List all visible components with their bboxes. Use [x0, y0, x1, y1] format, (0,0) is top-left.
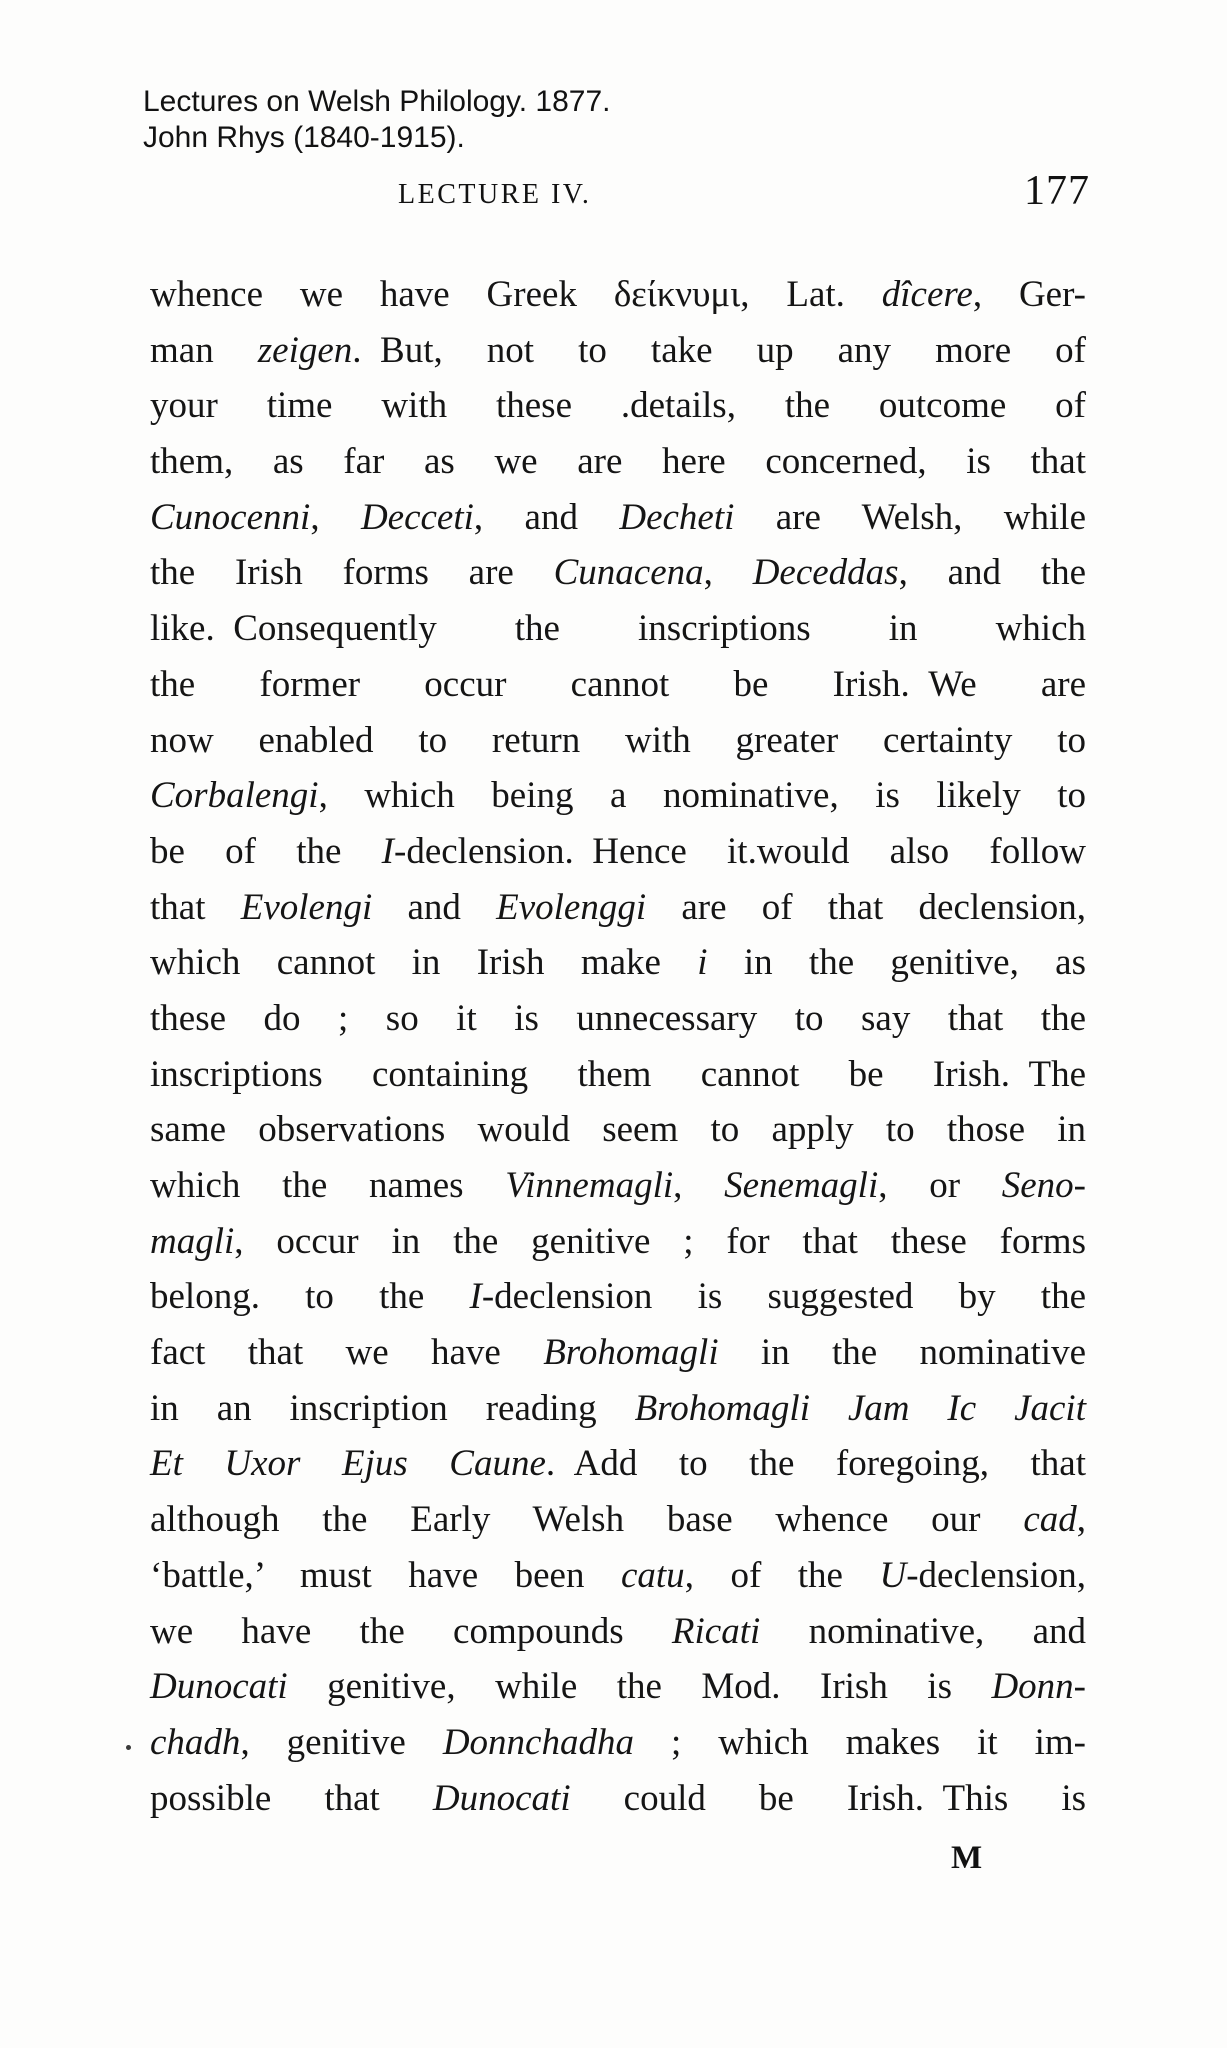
text-run-italic: catu [620, 1554, 685, 1596]
text-run-italic: Donn- [991, 1666, 1086, 1708]
text-run: belong. to the [150, 1276, 470, 1318]
text-run: in the genitive, as [707, 942, 1086, 984]
text-run-italic: Dunocati [150, 1666, 288, 1708]
text-run: , occur in the genitive ; for that these forms [234, 1220, 1086, 1262]
text-line [150, 880, 1086, 936]
text-run-italic: i [697, 942, 708, 984]
text-run: your time with these .details, the outcome of [150, 385, 1086, 427]
text-run: like. Consequently the inscriptions in which [150, 608, 1086, 650]
text-line [150, 1102, 1086, 1158]
text-run: genitive, while the Mod. Irish is [287, 1666, 992, 1708]
text-run-italic: Decceti [360, 496, 474, 538]
text-line [150, 1659, 1086, 1715]
text-run: , [703, 552, 753, 594]
text-run-italic: Deceddas [752, 552, 899, 594]
text-run: now enabled to return with greater certainty to [150, 719, 1086, 761]
text-line [150, 545, 1086, 601]
text-line [150, 1715, 1086, 1771]
text-run: are Welsh, while [734, 496, 1087, 538]
text-run-italic: Evolengi [240, 886, 373, 928]
text-line [150, 1214, 1086, 1270]
text-line [150, 490, 1086, 546]
text-run-italic: Vinnemagli [505, 1165, 674, 1206]
text-run: , and [473, 496, 620, 538]
text-run-italic: U [879, 1554, 907, 1596]
text-run: -declension, [906, 1554, 1086, 1596]
text-line [150, 1604, 1086, 1660]
text-run: could be Irish. This is [570, 1777, 1086, 1819]
text-run: -declension is suggested by the [481, 1276, 1086, 1318]
text-run: , of the [684, 1554, 880, 1596]
text-run: man [150, 329, 258, 371]
text-run-italic: Ricati [671, 1610, 761, 1652]
text-run-italic: Cunacena [553, 552, 704, 594]
text-run: , or [878, 1165, 1002, 1206]
text-line [150, 378, 1086, 434]
text-line [150, 657, 1086, 713]
text-run: -declension. Hence it.would also follow [394, 830, 1087, 872]
text-run-italic: magli [150, 1220, 235, 1262]
text-run-italic: Decheti [619, 496, 735, 538]
text-line [150, 1325, 1086, 1381]
text-run: , genitive [240, 1721, 443, 1763]
text-run: be of the [150, 830, 382, 872]
scan-metadata-note [143, 84, 611, 156]
text-run: , [310, 496, 361, 538]
text-run-italic: Corbalengi [150, 775, 319, 817]
text-run: nominative, and [760, 1610, 1086, 1652]
text-line [150, 1436, 1086, 1492]
body-text [150, 267, 1086, 1826]
text-run: . Add to the foregoing, that [545, 1443, 1086, 1485]
text-run: which cannot in Irish make [150, 942, 698, 984]
text-run: , [1076, 1499, 1086, 1541]
text-line [150, 1548, 1086, 1604]
text-run: that [150, 886, 241, 928]
text-line [150, 1381, 1086, 1437]
text-run-italic: I [469, 1276, 482, 1318]
text-line [150, 1492, 1086, 1548]
text-run: them, as far as we are here concerned, is that [150, 441, 1086, 483]
text-run: ‘battle,’ must have been [150, 1554, 621, 1596]
text-line [150, 1269, 1086, 1325]
signature-mark: M [951, 1840, 983, 1876]
text-run-italic: Donnchadha [442, 1721, 634, 1763]
text-run: in an inscription reading [150, 1387, 635, 1429]
text-line [150, 713, 1086, 769]
text-run: inscriptions containing them cannot be Irish. The [150, 1053, 1086, 1095]
text-run-italic: I [381, 830, 394, 872]
text-line [150, 935, 1086, 991]
text-run-italic: Brohomagli Jam Ic Jacit [634, 1387, 1086, 1429]
text-run: in the nominative [718, 1332, 1086, 1374]
scan-speck [126, 1745, 131, 1750]
text-run: , and the [898, 552, 1087, 594]
text-run: . But, not to take up any more of [352, 329, 1086, 371]
text-run-greek: δείκνυμι [613, 274, 741, 315]
text-run-italic: Dunocati [432, 1777, 571, 1819]
text-run: the former occur cannot be Irish. We are [150, 663, 1086, 705]
text-line [150, 991, 1086, 1047]
text-run: , Lat. [740, 274, 882, 315]
text-line [150, 434, 1086, 490]
text-run: these do ; so it is unnecessary to say that the [150, 997, 1086, 1039]
text-run-italic: cad [1023, 1499, 1077, 1541]
text-run: we have the compounds [150, 1610, 672, 1652]
text-line [150, 768, 1086, 824]
text-run-italic: zeigen [257, 329, 353, 371]
text-line [150, 1771, 1086, 1827]
text-line [150, 1047, 1086, 1103]
text-run: the Irish forms are [150, 552, 554, 594]
text-run: are of that declension, [646, 886, 1086, 928]
text-line [150, 267, 1086, 323]
text-line [150, 824, 1086, 880]
text-run: ; which makes it im- [633, 1721, 1087, 1763]
text-line [150, 323, 1086, 379]
scan-note-title: Lectures on Welsh Philology. 1877. [143, 85, 611, 118]
text-run: fact that we have [150, 1332, 544, 1374]
scan-note-author: John Rhys (1840-1915). [143, 121, 465, 154]
text-run-italic: Cunocenni [150, 496, 311, 538]
running-head-title: LECTURE IV. [398, 179, 592, 210]
text-run: possible that [150, 1777, 433, 1819]
text-run: and [372, 886, 497, 928]
text-run-italic: dîcere [881, 274, 973, 315]
text-run: , Ger- [972, 274, 1086, 315]
text-line [150, 601, 1086, 657]
text-run-italic: Et Uxor Ejus Caune [150, 1443, 546, 1485]
text-run: , [673, 1165, 725, 1206]
text-line [150, 1158, 1086, 1214]
text-run: although the Early Welsh base whence our [150, 1499, 1024, 1541]
text-run-italic: Evolenggi [496, 886, 647, 928]
page-number: 177 [1024, 168, 1090, 214]
text-run: whence we have Greek [150, 274, 614, 315]
text-run: which the names [150, 1165, 506, 1206]
text-run-italic: Senemagli [724, 1165, 879, 1206]
text-run-italic: Brohomagli [543, 1332, 719, 1374]
text-run: same observations would seem to apply to those in [150, 1109, 1086, 1151]
text-run: , which being a nominative, is likely to [318, 775, 1086, 817]
text-run-italic: Seno- [1001, 1165, 1086, 1206]
text-run-italic: chadh [150, 1721, 241, 1763]
